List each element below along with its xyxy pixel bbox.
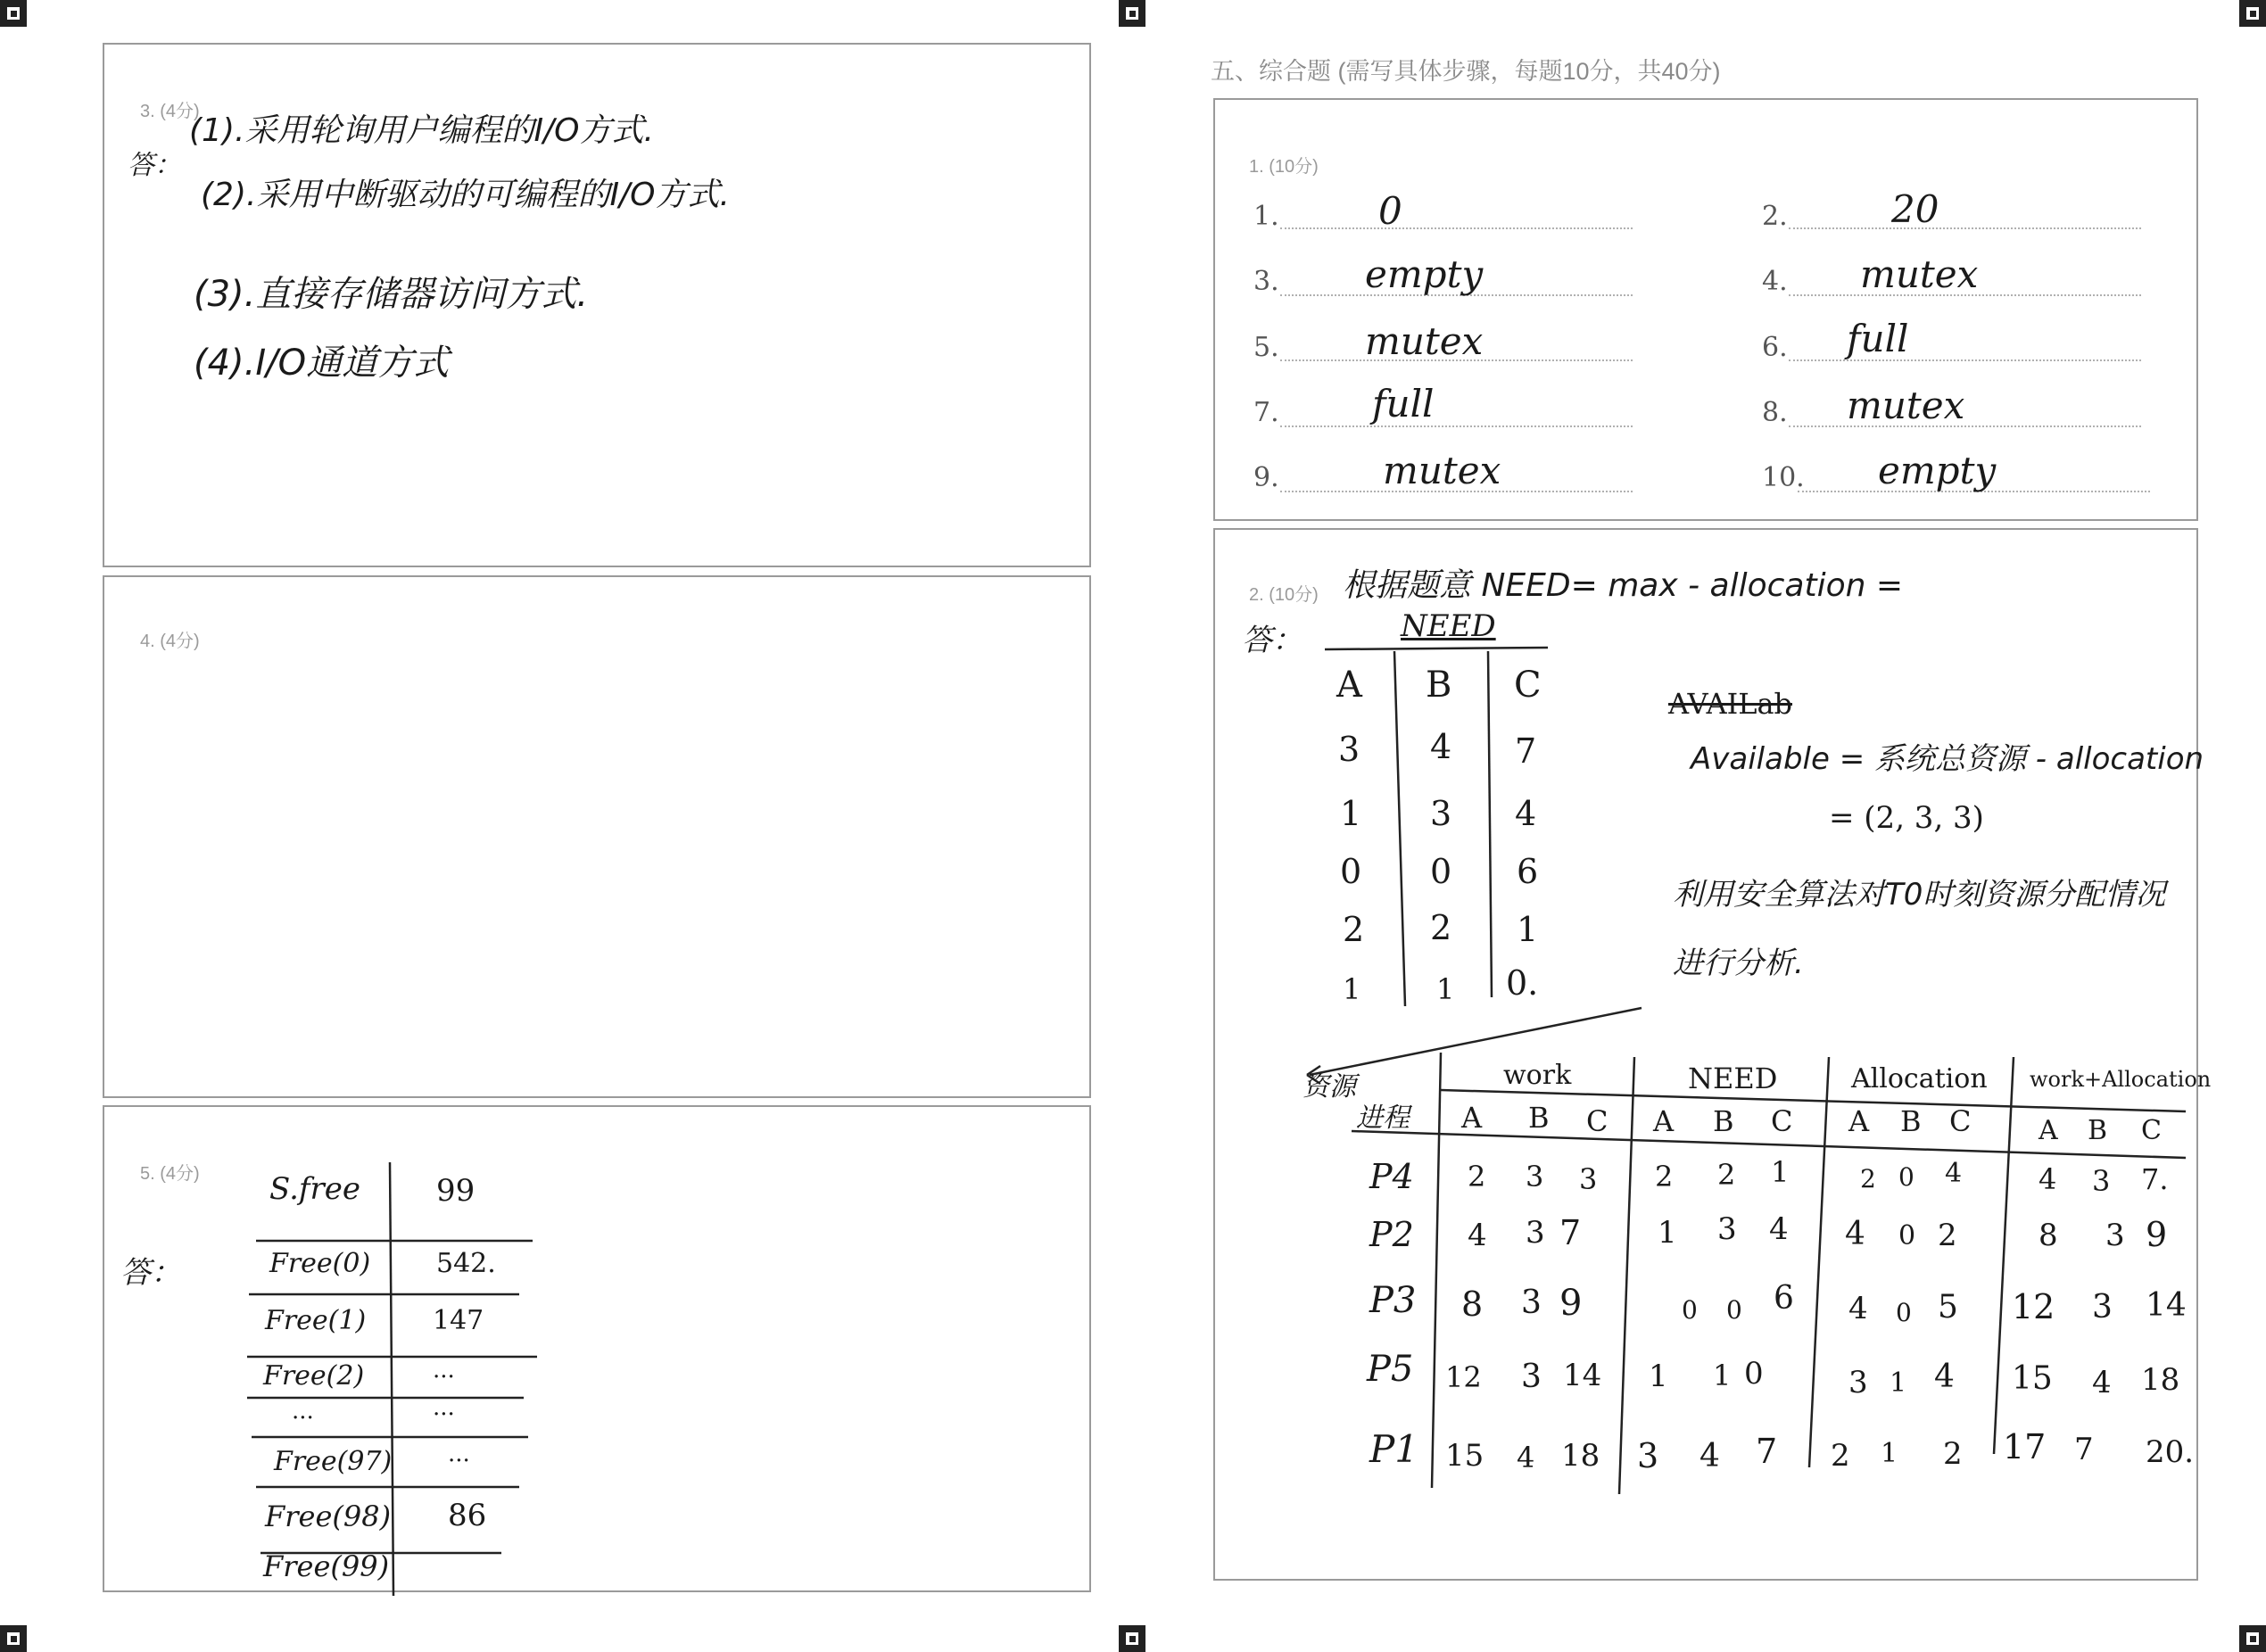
answer-line-1: (1).采用轮询用户编程的I/O方式.: [189, 112, 654, 149]
process-name: P5: [1367, 1349, 1414, 1390]
need-header: C: [1514, 665, 1542, 706]
sub-header: C: [1949, 1104, 1972, 1138]
process-name: P3: [1369, 1280, 1417, 1321]
cell-need: 4: [1769, 1211, 1789, 1247]
available-formula: Available = 系统总资源 - allocation: [1691, 741, 2204, 777]
need-cell: 4: [1430, 727, 1452, 766]
cell-work: 18: [1561, 1438, 1600, 1474]
free-row-name: Free(1): [265, 1305, 367, 1336]
group-header: NEED: [1688, 1061, 1778, 1095]
cell-need: 1: [1649, 1359, 1668, 1394]
cell-need: 2: [1717, 1158, 1736, 1192]
blank-number: 7.: [1253, 397, 1279, 428]
cell-work-allocation: 7.: [2141, 1162, 2169, 1196]
cell-allocation: 0: [1896, 1298, 1912, 1327]
answer-line-3: (3).直接存储器访问方式.: [194, 274, 589, 315]
safety-note-line-1: 利用安全算法对T0时刻资源分配情况: [1673, 877, 2166, 913]
group-header: Allocation: [1851, 1063, 1988, 1094]
available-struck-text: AVAILab: [1668, 687, 1793, 721]
cell-need: 1: [1713, 1359, 1732, 1392]
sub-header: A: [1848, 1104, 1870, 1138]
sub-header: B: [1900, 1104, 1922, 1138]
cell-work-allocation: 17: [2003, 1427, 2047, 1466]
cell-need: 7: [1756, 1432, 1778, 1471]
process-name: P2: [1369, 1215, 1414, 1254]
sub-header: B: [1713, 1104, 1734, 1138]
sub-header: C: [1586, 1104, 1609, 1138]
blank-answer: 20: [1891, 187, 1939, 231]
sub-header: C: [2141, 1115, 2162, 1146]
cell-allocation: 4: [1848, 1291, 1868, 1326]
blank-number: 3.: [1253, 266, 1279, 297]
free-row-value: 99: [436, 1173, 476, 1209]
blank-answer: full: [1372, 382, 1435, 425]
cell-allocation: 4: [1945, 1158, 1963, 1189]
cell-work: 3: [1521, 1359, 1542, 1395]
need-cell: 1: [1340, 794, 1362, 833]
corner-label: 资源: [1303, 1071, 1356, 1103]
cell-work-allocation: 12: [2012, 1287, 2055, 1326]
cell-work: 4: [1468, 1218, 1487, 1253]
cell-allocation: 1: [1890, 1367, 1907, 1399]
question-label: 2. (10分): [1249, 585, 1319, 605]
cell-work-allocation: 3: [2105, 1218, 2125, 1253]
group-header: work: [1503, 1060, 1572, 1091]
free-row-name: ...: [292, 1398, 314, 1425]
free-row-value: 147: [433, 1305, 484, 1336]
sub-header: A: [2039, 1115, 2058, 1146]
cell-allocation: 5: [1938, 1289, 1958, 1326]
answer-line-2: (2).采用中断驱动的可编程的I/O方式.: [201, 177, 730, 213]
cell-work-allocation: 3: [2092, 1164, 2111, 1198]
cell-need: 1: [1658, 1215, 1677, 1251]
cell-need: 2: [1655, 1160, 1674, 1194]
cell-need: 3: [1637, 1436, 1659, 1475]
need-cell: 0: [1340, 852, 1362, 891]
need-cell: 6: [1517, 852, 1539, 891]
need-cell: 4: [1515, 794, 1537, 833]
free-row-value: 542.: [436, 1248, 496, 1279]
cell-need: 0: [1744, 1356, 1764, 1392]
sub-header: B: [2088, 1115, 2108, 1146]
blank-number: 9.: [1253, 462, 1279, 493]
cell-allocation: 2: [1831, 1438, 1850, 1474]
cell-need: 0: [1682, 1295, 1698, 1325]
free-row-name: Free(0): [269, 1248, 371, 1279]
cell-work-allocation: 7: [2074, 1432, 2094, 1467]
process-name: P4: [1369, 1157, 1414, 1196]
cell-work: 14: [1563, 1358, 1602, 1393]
cell-need: 0: [1726, 1295, 1742, 1325]
available-value: = (2, 3, 3): [1829, 800, 1984, 836]
need-cell: 1: [1343, 972, 1361, 1006]
cell-work-allocation: 20.: [2146, 1434, 2195, 1470]
cell-allocation: 2: [1943, 1436, 1963, 1472]
blank-answer: mutex: [1365, 319, 1484, 363]
process-name: P1: [1369, 1427, 1418, 1471]
cell-work: 3: [1526, 1215, 1545, 1251]
cell-work-allocation: 14: [2146, 1287, 2187, 1324]
question-label: 4. (4分): [140, 632, 200, 651]
cell-need: 6: [1774, 1280, 1794, 1317]
blank-number: 2.: [1762, 201, 1788, 232]
blank-number: 4.: [1762, 266, 1788, 297]
cell-work: 3: [1579, 1162, 1598, 1196]
cell-allocation: 2: [1938, 1218, 1957, 1253]
sub-header: C: [1771, 1104, 1793, 1138]
cell-work-allocation: 15: [2012, 1360, 2053, 1397]
question-label: 5. (4分): [140, 1164, 200, 1184]
need-cell: 1: [1436, 972, 1455, 1006]
cell-work: 12: [1445, 1360, 1482, 1394]
free-row-value: ...: [448, 1441, 470, 1467]
cell-allocation: 0: [1898, 1162, 1915, 1192]
need-cell: 2: [1343, 910, 1365, 949]
cell-work: 15: [1445, 1438, 1484, 1474]
blank-answer: mutex: [1860, 252, 1979, 296]
cell-need: 3: [1717, 1211, 1737, 1247]
cell-allocation: 4: [1845, 1216, 1865, 1252]
blank-number: 8.: [1762, 397, 1788, 428]
cell-allocation: 2: [1860, 1164, 1876, 1194]
cell-need: 1: [1771, 1155, 1790, 1189]
blank-number: 6.: [1762, 332, 1788, 363]
free-row-name: S.free: [269, 1171, 360, 1207]
need-formula: 根据题意 NEED= max - allocation =: [1343, 567, 1904, 604]
cell-allocation: 0: [1898, 1220, 1916, 1251]
safety-note-line-2: 进行分析.: [1673, 946, 1804, 981]
blank-number: 1.: [1253, 201, 1279, 232]
free-row-name: Free(2): [263, 1360, 365, 1392]
cell-work: 8: [1461, 1284, 1484, 1324]
blank-answer: mutex: [1847, 384, 1965, 427]
cell-work-allocation: 4: [2092, 1365, 2112, 1400]
need-cell: 0: [1430, 852, 1452, 891]
free-row-value: 86: [448, 1498, 487, 1533]
blank-answer: full: [1847, 317, 1909, 360]
cell-work: 4: [1517, 1441, 1535, 1474]
answer-mark: 答：: [1242, 623, 1303, 658]
blank-answer: 0: [1378, 189, 1402, 233]
cell-work-allocation: 9: [2146, 1215, 2168, 1254]
cell-work: 9: [1559, 1283, 1583, 1324]
need-header: A: [1336, 665, 1362, 706]
need-cell: 0.: [1506, 963, 1539, 1003]
free-row-value: ...: [433, 1357, 455, 1384]
cell-work: 3: [1521, 1284, 1542, 1321]
blank-answer: mutex: [1383, 449, 1501, 492]
need-cell: 7: [1515, 731, 1537, 771]
need-cell: 3: [1430, 794, 1452, 833]
cell-allocation: 1: [1881, 1438, 1898, 1469]
blank-number: 5.: [1253, 332, 1279, 363]
need-header: B: [1426, 665, 1452, 706]
need-cell: 1: [1517, 910, 1539, 949]
free-row-name: Free(99): [263, 1549, 390, 1583]
question-label: 1. (10分): [1249, 157, 1319, 177]
answer-mark: 答：: [120, 1255, 181, 1291]
cell-work-allocation: 8: [2039, 1218, 2058, 1253]
sub-header: A: [1461, 1101, 1483, 1135]
cell-need: 4: [1700, 1438, 1720, 1474]
free-row-name: Free(97): [274, 1446, 393, 1477]
cell-work: 3: [1526, 1160, 1544, 1194]
cell-work: 2: [1468, 1160, 1486, 1194]
free-row-name: Free(98): [265, 1499, 392, 1533]
cell-work: 7: [1559, 1213, 1582, 1252]
cell-work-allocation: 3: [2092, 1289, 2113, 1326]
group-header: work+Allocation: [2030, 1067, 2212, 1092]
answer-line-4: (4).I/O通道方式: [194, 343, 450, 384]
cell-work-allocation: 4: [2039, 1162, 2057, 1196]
blank-number: 10.: [1762, 462, 1805, 493]
need-cell: 3: [1338, 730, 1360, 769]
blank-answer: empty: [1365, 252, 1484, 296]
blank-answer: empty: [1878, 449, 1997, 492]
answer-mark: 答：: [128, 150, 181, 181]
sub-header: B: [1528, 1101, 1550, 1135]
section-title: 五、综合题 (需写具体步骤，每题10分，共40分): [1211, 58, 1721, 85]
cell-allocation: 3: [1848, 1365, 1868, 1400]
cell-allocation: 4: [1934, 1359, 1955, 1395]
cell-work-allocation: 18: [2141, 1362, 2180, 1398]
process-label: 进程: [1356, 1103, 1410, 1134]
need-table-title: NEED: [1401, 608, 1496, 644]
free-row-value: ...: [433, 1394, 455, 1421]
need-cell: 2: [1430, 908, 1452, 947]
sub-header: A: [1653, 1104, 1675, 1138]
question-label: 3. (4分): [140, 102, 200, 121]
